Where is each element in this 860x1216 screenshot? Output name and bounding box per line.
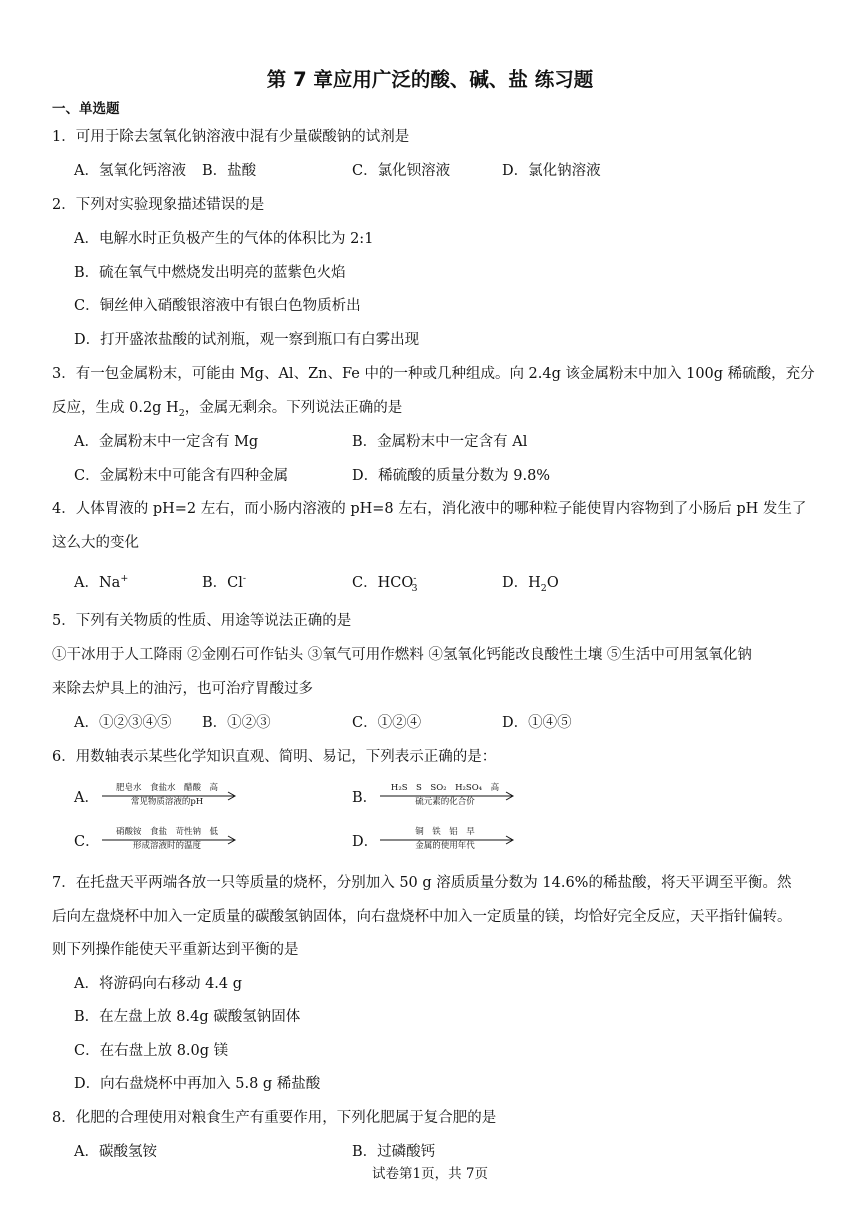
q1-option-a: A．氢氧化钙溶液 <box>74 163 186 179</box>
q2-option-a: A．电解水时正负极产生的气体的体积比为 2:1 <box>74 231 374 247</box>
q2-option-c: C．铜丝伸入硝酸银溶液中有银白色物质析出 <box>74 298 361 314</box>
q7-option-d: D．向右盘烧杯中再加入 5.8 g 稀盐酸 <box>74 1076 321 1092</box>
q7-stem-line1: 7．在托盘天平两端各放一只等质量的烧杯，分别加入 50 g 溶质质量分数为 14.6%的稀盐酸，将天平调至平衡。然 <box>52 875 792 891</box>
q5-stem: 5．下列有关物质的性质、用途等说法正确的是 <box>52 613 352 629</box>
q4-stem-line1: 4．人体胃液的 pH=2 左右，而小肠内溶液的 pH=8 左右，消化液中的哪种粒子能使胃内容物到了小肠后 pH 发生了 <box>52 501 807 517</box>
q4-option-d: D．$H_2O$ <box>502 575 559 594</box>
q6-option-c-label: C． <box>74 834 100 850</box>
q4-stem-line2: 这么大的变化 <box>52 535 139 551</box>
q8-option-b: B．过磷酸钙 <box>352 1144 436 1160</box>
q6-b-axis-caption: 硫元素的化合价 <box>415 797 475 807</box>
q6-b-axis-top-labels: H₂S S SO₂ H₂SO₄ 高 <box>390 783 500 793</box>
q5-option-d: D．①④⑤ <box>502 715 572 731</box>
q8-stem: 8．化肥的合理使用对粮食生产有重要作用，下列化肥属于复合肥的是 <box>52 1110 497 1126</box>
q6-c-axis-top-labels: 硝酸铵 食盐 苛性钠 低 <box>115 827 218 837</box>
q5-option-a: A．①②③④⑤ <box>74 715 172 731</box>
q7-option-a: A．将游码向右移动 4.4 g <box>74 976 243 992</box>
q1-option-b: B．盐酸 <box>202 163 257 179</box>
q7-option-b: B．在左盘上放 8.4g 碳酸氢钠固体 <box>74 1009 301 1025</box>
q6-option-a-label: A． <box>74 790 99 806</box>
q4-option-b: B．Cl- <box>202 573 247 591</box>
q6-option-a-axis <box>102 783 242 809</box>
q3-option-d: D．稀硫酸的质量分数为 9.8% <box>352 468 551 484</box>
q6-option-b-axis <box>380 783 520 809</box>
section-heading: 一、单选题 <box>52 101 120 117</box>
q6-option-c-axis <box>102 827 242 853</box>
q3-option-a: A．金属粉末中一定含有 Mg <box>74 434 259 450</box>
q6-option-d-label: D． <box>352 834 379 850</box>
q3-option-b: B．金属粉末中一定含有 Al <box>352 434 528 450</box>
q6-d-axis-top-labels: 铜 铁 铝 早 <box>415 827 475 837</box>
q3-stem-line2: 反应，生成 0.2g $H_2$，金属无剩余。下列说法正确的是 <box>52 400 403 419</box>
q8-option-a: A．碳酸氢铵 <box>74 1144 157 1160</box>
q6-c-axis-caption: 形成溶液时的温度 <box>132 841 201 851</box>
q2-stem: 2．下列对实验现象描述错误的是 <box>52 197 265 213</box>
q1-option-c: C．氯化钡溶液 <box>352 163 451 179</box>
q3-stem-line1: 3．有一包金属粉末，可能由 Mg、Al、Zn、Fe 中的一种或几种组成。向 2.4g 该金属粉末中加入 100g 稀硫酸，充分 <box>52 366 815 382</box>
q5-option-c: C．①②④ <box>352 715 422 731</box>
q6-option-b-label: B． <box>352 790 378 806</box>
q2-option-b: B．硫在氧气中燃烧发出明亮的蓝紫色火焰 <box>74 265 346 281</box>
q7-stem-line3: 则下列操作能使天平重新达到平衡的是 <box>52 942 299 958</box>
q6-a-axis-caption: 常见物质溶液的pH <box>130 797 204 807</box>
q5-statements-line1: ①干冰用于人工降雨 ②金刚石可作钻头 ③氧气可用作燃料 ④氢氧化钙能改良酸性土壤 ⑤生活中可用氢氧化钠 <box>52 647 752 663</box>
q7-stem-line2: 后向左盘烧杯中加入一定质量的碳酸氢钠固体，向右盘烧杯中加入一定质量的镁，均恰好完全反应，天平指针偏转。 <box>52 909 792 925</box>
q5-statements-line2: 来除去炉具上的油污，也可治疗胃酸过多 <box>52 681 313 697</box>
q6-option-d-axis <box>380 827 520 853</box>
q4-option-c: C．$HCO^-_3$ <box>352 573 418 594</box>
q2-option-d: D．打开盛浓盐酸的试剂瓶，观一察到瓶口有白雾出现 <box>74 332 420 348</box>
q6-stem: 6．用数轴表示某些化学知识直观、简明、易记，下列表示正确的是： <box>52 749 497 765</box>
q7-option-c: C．在右盘上放 8.0g 镁 <box>74 1043 229 1059</box>
page-footer: 试卷第1页，共 7页 <box>372 1166 488 1182</box>
q5-option-b: B．①②③ <box>202 715 271 731</box>
q6-d-axis-caption: 金属的使用年代 <box>415 841 475 851</box>
q3-option-c: C．金属粉末中可能含有四种金属 <box>74 468 289 484</box>
q1-stem: 1．可用于除去氢氧化钠溶液中混有少量碳酸钠的试剂是 <box>52 129 410 145</box>
q4-option-a: A．Na+ <box>74 573 129 591</box>
q1-option-d: D．氯化钠溶液 <box>502 163 601 179</box>
q6-a-axis-top-labels: 肥皂水 食盐水 醋酸 高 <box>115 783 218 793</box>
page-title: 第 7 章应用广泛的酸、碱、盐 练习题 <box>266 68 594 91</box>
